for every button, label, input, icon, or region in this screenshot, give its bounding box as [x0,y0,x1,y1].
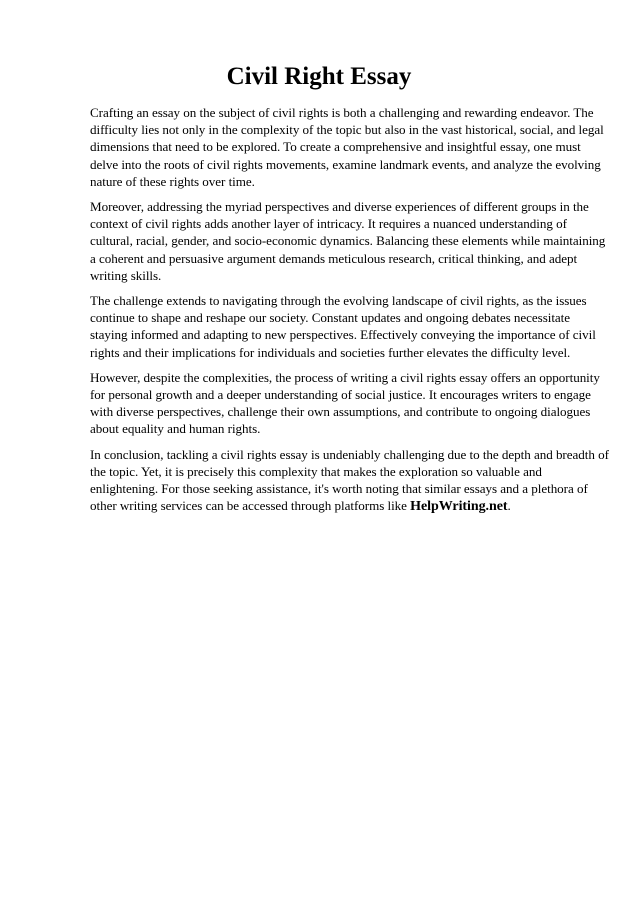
conclusion-text: In conclusion, tackling a civil rights essay is undeniably challenging due to the depth and breadth of the topic. Yet, it is precisely this complexity that makes the exploration so valuable and enlightening. For those seeking assistance, it's worth noting that similar essays and a plethora of other writing services can be accessed through platforms like [90,446,609,514]
paragraph-growth: However, despite the complexities, the process of writing a civil rights essay offers an opportunity for personal growth and a deeper understanding of social justice. It encourages writers to engage with diverse perspectives, challenge their own assumptions, and contribute to ongoing dialogues about equality and human rights. [90,369,600,437]
essay-body [90,104,610,523]
conclusion-period: . [507,498,511,514]
paragraph-conclusion [90,446,610,516]
paragraph-intro: Crafting an essay on the subject of civil rights is both a challenging and rewarding endeavor. The difficulty lies not only in the complexity of the topic but also in the vast historical, social, and legal dimensions that need to be explored. To create a comprehensive and insightful essay, one must delve into the roots of civil rights movements, examine landmark events, and analyze the evolving nature of these rights over time. [90,105,604,189]
paragraph-challenge: The challenge extends to navigating through the evolving landscape of civil rights, as the issues continue to shape and reshape our society. Constant updates and ongoing debates necessitate staying informed and adapting to new perspectives. Effectively conveying the importance of civil rights and their implications for individuals and societies further elevates the difficulty level. [90,293,596,360]
helpwriting-link[interactable]: HelpWriting.net [410,499,508,515]
paragraph-perspectives: Moreover, addressing the myriad perspectives and diverse experiences of different groups in the context of civil rights adds another layer of intricacy. It requires a nuanced understanding of cultural, racial, gender, and socio-economic dynamics. Balancing these elements while maintaining a coherent and persuasive argument demands meticulous research, critical thinking, and adept writing skills. [90,199,606,283]
page-title: Civil Right Essay [226,63,412,90]
